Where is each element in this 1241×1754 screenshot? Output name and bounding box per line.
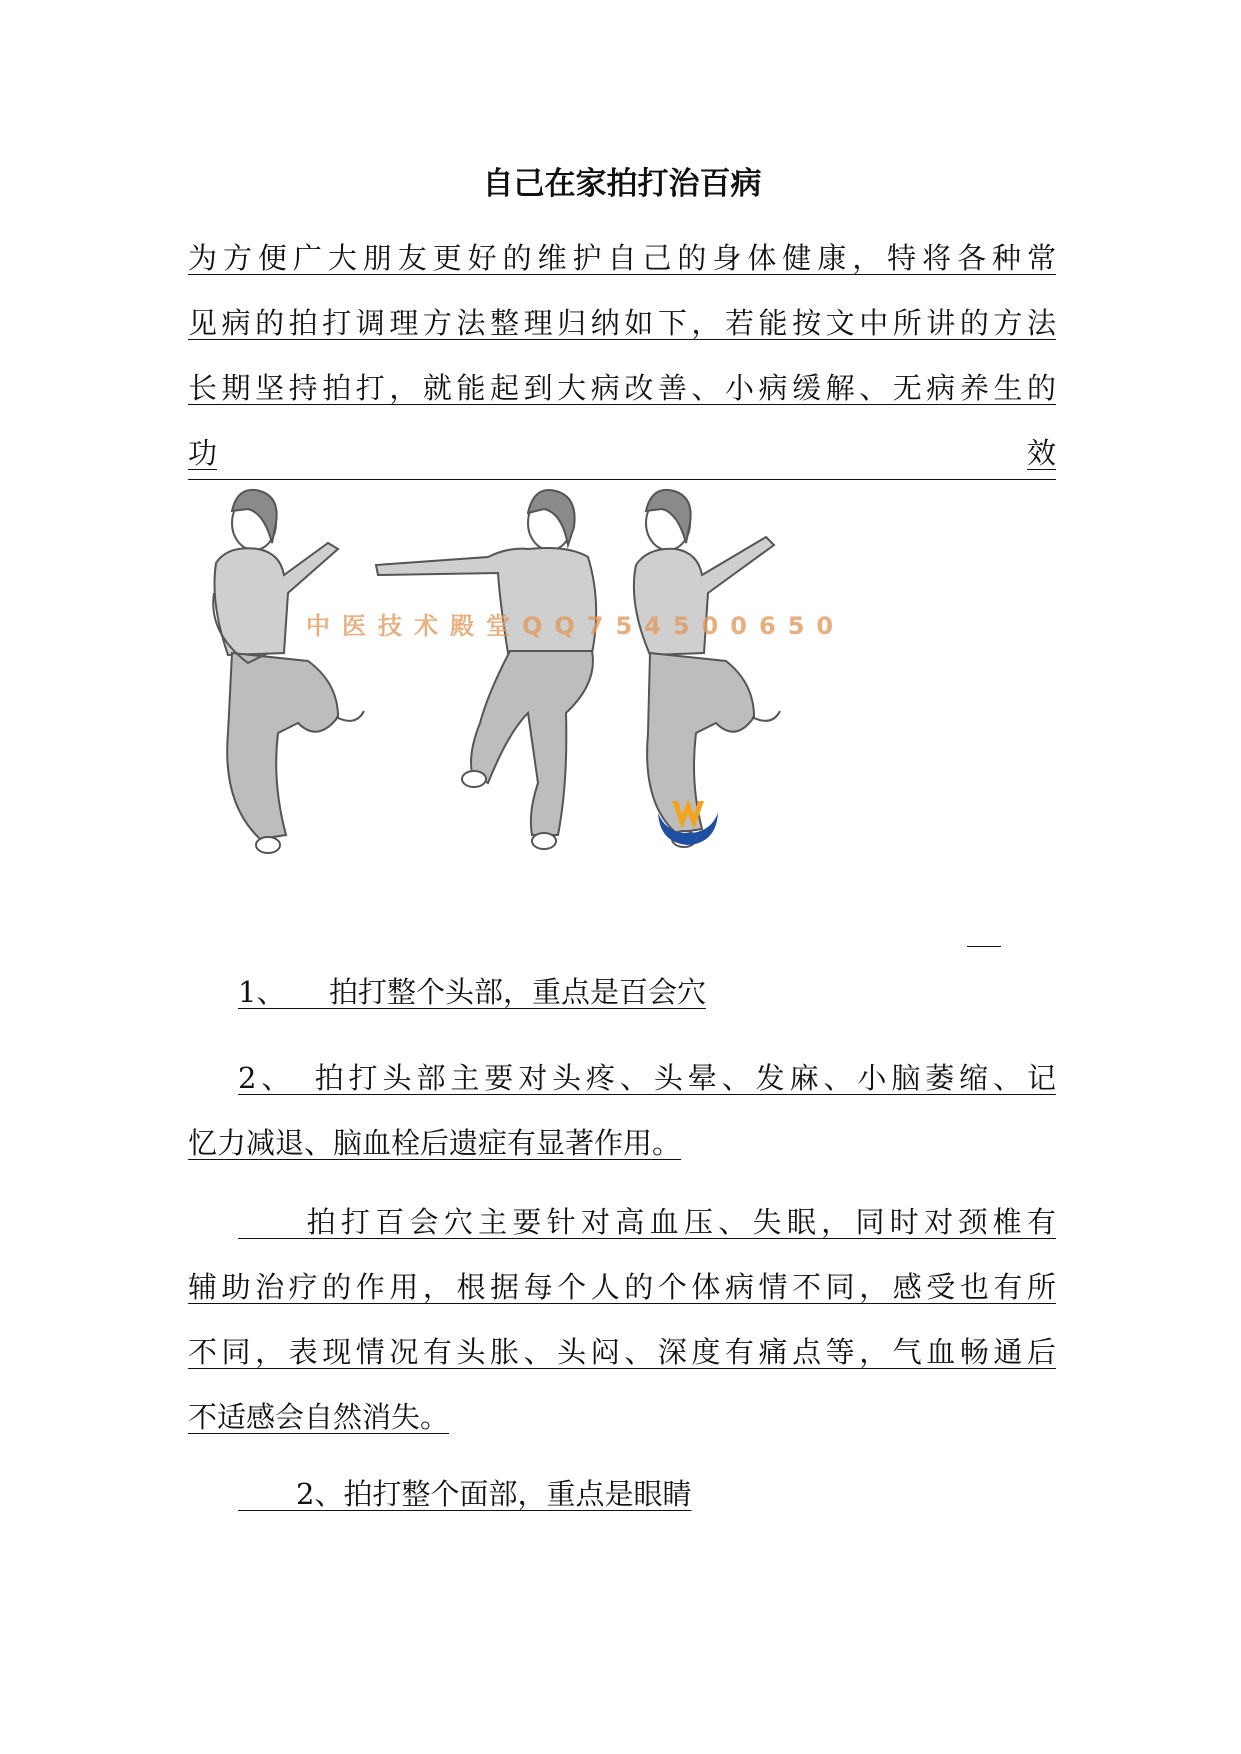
watermark-text: 中医技术殿堂QQ754500650: [306, 612, 846, 640]
woman-figure-left: [213, 490, 364, 853]
intro-paragraph: [188, 226, 1056, 480]
para-3-line-3: 不同，表现情况有头胀、头闷、深度有痛点等，气血畅通后: [188, 1335, 1056, 1369]
section-item-4: [188, 1462, 1056, 1527]
intro-last-right: 效: [1026, 436, 1056, 470]
stray-dash: [967, 946, 1001, 947]
para-3-line-4: 不适感会自然消失。: [188, 1400, 450, 1434]
item-2-line-1: 2、 拍打头部主要对头疼、头晕、发麻、小脑萎缩、记: [238, 1061, 1056, 1095]
para-3-line-2: 辅助治疗的作用，根据每个人的个体病情不同，感受也有所: [188, 1270, 1056, 1304]
intro-last-left: 功: [188, 436, 218, 470]
intro-line-1: 为方便广大朋友更好的维护自己的身体健康，特将各种常: [188, 241, 1056, 275]
woman-figure-right: [634, 490, 780, 847]
section-item-2: [188, 1046, 1056, 1176]
para-3-line-1: 拍打百会穴主要针对高血压、失眠，同时对颈椎有: [238, 1205, 1056, 1239]
item-1-line: 1、 拍打整个头部，重点是百会穴: [238, 975, 706, 1009]
page-title: 自己在家拍打治百病: [482, 166, 762, 202]
three-women-kicking-illustration: [188, 483, 1056, 951]
woman-figure-middle: [376, 490, 596, 849]
item-2-line-2: 忆力减退、脑血栓后遗症有显著作用。: [188, 1126, 682, 1160]
intro-line-3: 长期坚持拍打，就能起到大病改善、小病缓解、无病养生的: [188, 371, 1056, 405]
intro-line-4: [188, 421, 1056, 480]
intro-line-2: 见病的拍打调理方法整理归纳如下，若能按文中所讲的方法: [188, 306, 1056, 340]
item-4-line: 2、拍打整个面部，重点是眼睛: [238, 1477, 692, 1511]
exercise-illustration: [188, 483, 1056, 951]
section-item-1: [188, 960, 1056, 1025]
section-paragraph-3: [188, 1190, 1056, 1450]
